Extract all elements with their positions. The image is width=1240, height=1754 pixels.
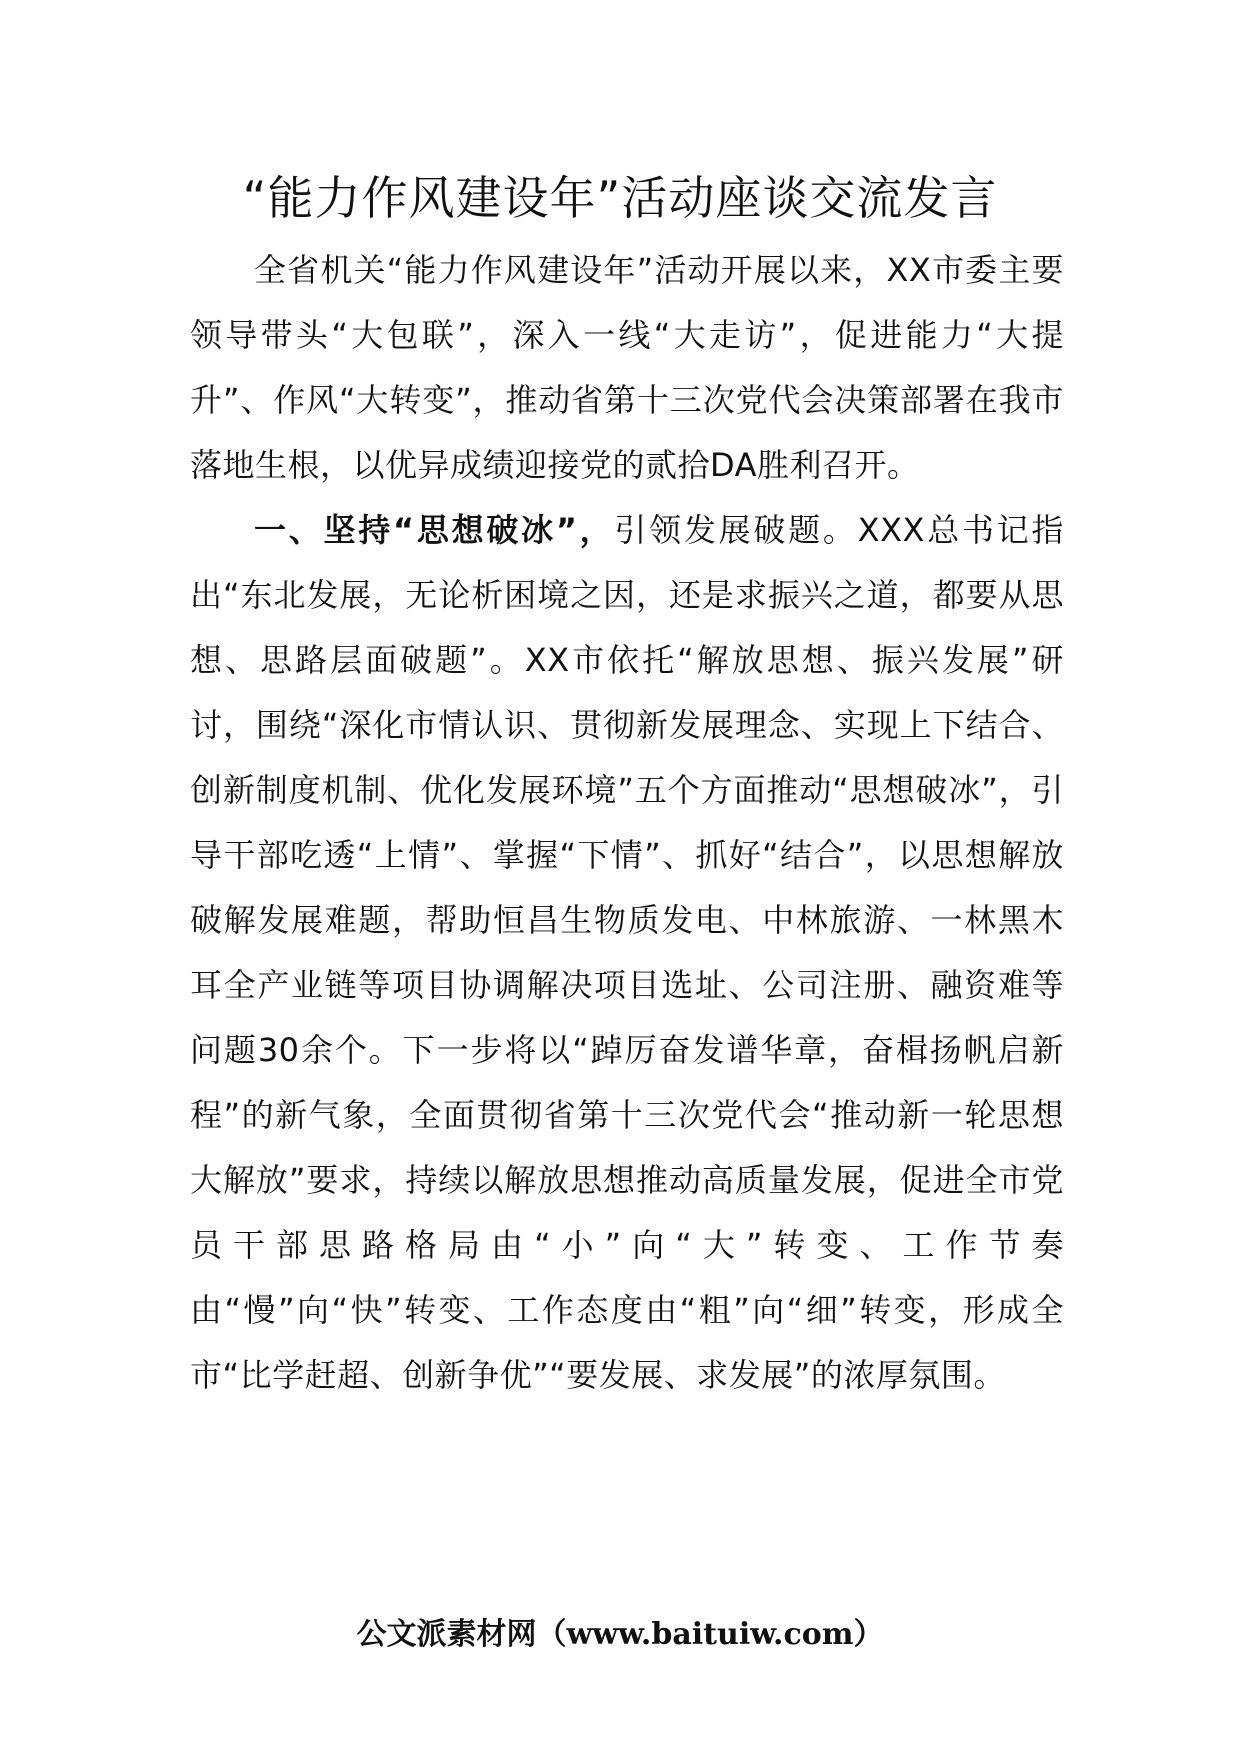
section-one-heading: 一、坚持“思想破冰”，	[254, 511, 615, 549]
footer-watermark: 公文派素材网（www.baituiw.com）	[356, 1617, 884, 1652]
paragraph-intro-text: 全省机关“能力作风建设年”活动开展以来，XX市委主要领导带头“大包联”，深入一线“大走访”，促进能力“大提升”、作风“大转变”，推动省第十三次党代会决策部署在我市落地生根，以优异成绩迎接党的贰拾DA胜利召开。	[190, 251, 1064, 484]
paragraph-intro	[190, 238, 1064, 498]
document-title: “能力作风建设年”活动座谈交流发言	[242, 171, 998, 225]
paragraph-section-one	[190, 498, 1064, 1408]
document-body	[190, 238, 1064, 1408]
section-one-text: 引领发展破题。XXX总书记指出“东北发展，无论析困境之因，还是求振兴之道，都要从思想、思路层面破题”。XX市依托“解放思想、振兴发展”研讨，围绕“深化市情认识、贯彻新发展理念、实现上下结合、创新制度机制、优化发展环境”五个方面推动“思想破冰”，引导干部吃透“上情”、掌握“下情”、抓好“结合”，以思想解放破解发展难题，帮助恒昌生物质发电、中林旅游、一林黑木耳全产业链等项目协调解决项目选址、公司注册、融资难等问题30余个。下一步将以“踔厉奋发谱华章，奋楫扬帆启新程”的新气象，全面贯彻省第十三次党代会“推动新一轮思想大解放”要求，持续以解放思想推动高质量发展，促进全市党员干部思路格局由“小”向“大”转变、工作节奏由“慢”向“快”转变、工作态度由“粗”向“细”转变，形成全市“比学赶超、创新争优”“要发展、求发展”的浓厚氛围。	[190, 511, 1064, 1394]
